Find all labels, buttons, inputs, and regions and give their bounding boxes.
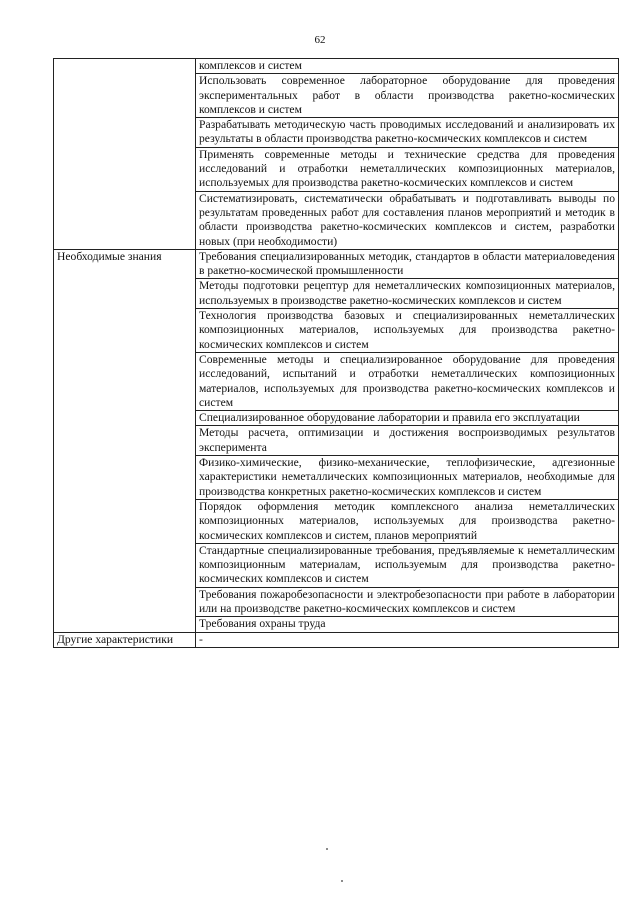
table-cell: Стандартные специализированные требования, предъявляемые к неметаллическим композиционным материалам, используемым для производства ракетно-космических комплексов и систем	[196, 543, 619, 587]
table-cell: Применять современные методы и технические средства для проведения исследований и отработки неметаллических композиционных материалов, используемых для производства ракетно-космических комплексов и систем	[196, 147, 619, 191]
table-cell: Физико-химические, физико-механические, теплофизические, адгезионные характеристики неметаллических композиционных материалов, необходимые для производства конкретных ракетно-космических комплексов и систем	[196, 456, 619, 500]
requirements-table	[53, 58, 619, 648]
table-cell: Технология производства базовых и специализированных неметаллических композиционных материалов, используемых для производства ракетно-космических комплексов и систем	[196, 309, 619, 353]
table-row	[54, 249, 619, 279]
table-cell: Систематизировать, систематически обрабатывать и подготавливать выводы по результатам проведенных работ для составления планов мероприятий и методик в области производства ракетно-космических комплексов и систем, разработки новых (при необходимости)	[196, 191, 619, 249]
table-row	[54, 59, 619, 74]
table-cell: Разрабатывать методическую часть проводимых исследований и анализировать их результаты в области производства ракетно-космических комплексов и систем	[196, 118, 619, 148]
page-number: 62	[314, 34, 326, 46]
table-cell: Требования охраны труда	[196, 617, 619, 632]
table-row	[54, 632, 619, 647]
table-cell: -	[196, 632, 619, 647]
table-cell: Требования специализированных методик, стандартов в области материаловедения в ракетно-космической промышленности	[196, 249, 619, 279]
row-label-required-knowledge: Необходимые знания	[54, 249, 196, 632]
table-cell: Использовать современное лабораторное оборудование для проведения экспериментальных работ в области производства ракетно-космических комплексов и систем	[196, 74, 619, 118]
row-label-skills-continued	[54, 59, 196, 250]
table-cell: Порядок оформления методик комплексного анализа неметаллических композиционных материалов, используемых для производства ракетно-космических комплексов и систем, планов мероприятий	[196, 499, 619, 543]
table-cell: Современные методы и специализированное оборудование для проведения исследований, испытаний и отработки неметаллических композиционных материалов, используемых для производства ракетно-космических комплексов и систем	[196, 352, 619, 410]
table-cell: Специализированное оборудование лаборатории и правила его эксплуатации	[196, 411, 619, 426]
table-cell: Требования пожаробезопасности и электробезопасности при работе в лаборатории или на производстве ракетно-космических комплексов и систем	[196, 587, 619, 617]
table-cell: комплексов и систем	[196, 59, 619, 74]
row-label-other-characteristics: Другие характеристики	[54, 632, 196, 647]
scan-speck	[341, 880, 343, 882]
scan-speck	[326, 848, 328, 850]
table-cell: Методы расчета, оптимизации и достижения воспроизводимых результатов эксперимента	[196, 426, 619, 456]
table-cell: Методы подготовки рецептур для неметаллических композиционных материалов, используемых в производстве ракетно-космических комплексов и систем	[196, 279, 619, 309]
